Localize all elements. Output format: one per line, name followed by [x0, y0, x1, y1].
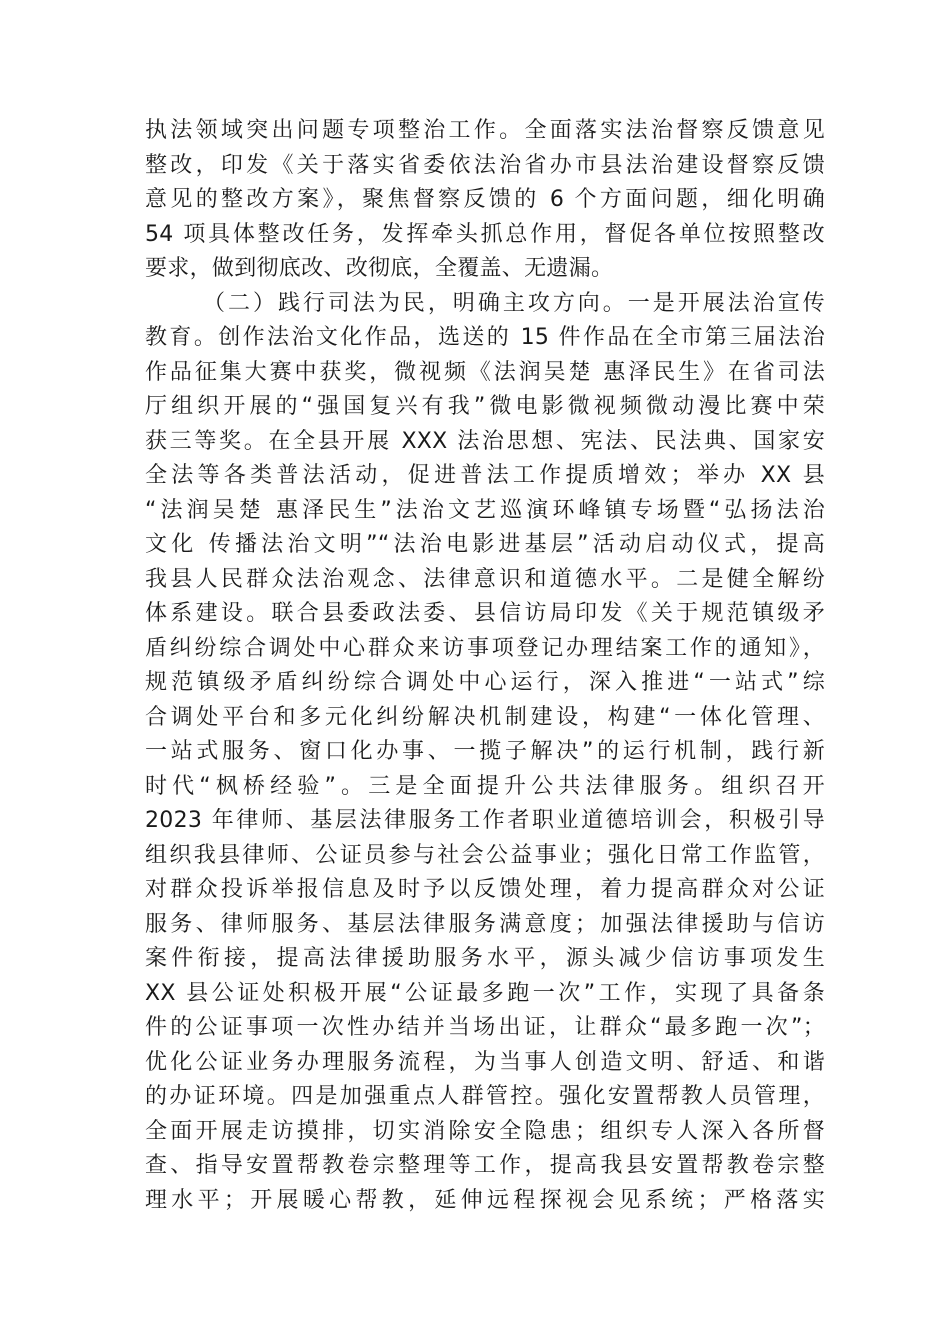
text-line: 体系建设。联合县委政法委、县信访局印发《关于规范镇级矛	[145, 601, 825, 626]
text-line: 的办证环境。四是加强重点人群管控。强化安置帮教人员管理，	[145, 1084, 825, 1109]
text-line: 盾纠纷综合调处中心群众来访事项登记办理结案工作的通知》，	[145, 635, 825, 661]
text-line: 案件衔接，提高法律援助服务水平，源头减少信访事项发生	[145, 946, 825, 971]
text-line: 服务、律师服务、基层法律服务满意度；加强法律援助与信访	[145, 911, 825, 937]
text-line: 我县人民群众法治观念、法律意识和道德水平。二是健全解纷	[145, 566, 825, 592]
text-line: 全面开展走访摸排，切实消除安全隐患；组织专人深入各所督	[145, 1118, 825, 1144]
text-line: 获三等奖。在全县开展 XXX 法治思想、宪法、民法典、国家安	[145, 428, 825, 454]
text-line: 时代“枫桥经验”。三是全面提升公共法律服务。组织召开	[145, 773, 825, 799]
text-line: 作品征集大赛中获奖，微视频《法润吴楚 惠泽民生》在省司法	[145, 359, 825, 385]
text-line: 一站式服务、窗口化办事、一揽子解决”的运行机制，践行新	[145, 739, 825, 764]
text-line: 2023 年律师、基层法律服务工作者职业道德培训会，积极引导	[145, 808, 825, 833]
text-line: 查、指导安置帮教卷宗整理等工作，提高我县安置帮教卷宗整	[145, 1153, 825, 1178]
text-line: 54 项具体整改任务，发挥牵头抓总作用，督促各单位按照整改	[145, 221, 825, 247]
text-line: 规范镇级矛盾纠纷综合调处中心运行，深入推进“一站式”综	[145, 670, 825, 695]
text-line: 全法等各类普法活动，促进普法工作提质增效；举办 XX 县	[145, 463, 825, 488]
text-line: 执法领域突出问题专项整治工作。全面落实法治督察反馈意见	[145, 118, 825, 143]
text-line: 件的公证事项一次性办结并当场出证，让群众“最多跑一次”；	[145, 1015, 825, 1040]
text-line: 文化 传播法治文明”“法治电影进基层”活动启动仪式，提高	[145, 532, 825, 557]
text-line: 教育。创作法治文化作品，选送的 15 件作品在全市第三届法治	[145, 325, 825, 350]
text-line: XX 县公证处积极开展“公证最多跑一次”工作，实现了具备条	[145, 980, 825, 1006]
text-line: 对群众投诉举报信息及时予以反馈处理，着力提高群众对公证	[145, 877, 825, 902]
body-text	[145, 114, 825, 1218]
text-line: 要求，做到彻底改、改彻底，全覆盖、无遗漏。	[145, 256, 614, 281]
text-line: 意见的整改方案》，聚焦督察反馈的 6 个方面问题，细化明确	[145, 187, 825, 212]
paragraph-start-line: （二）践行司法为民，明确主攻方向。一是开展法治宣传	[203, 290, 825, 316]
text-line: 理水平；开展暖心帮教，延伸远程探视会见系统；严格落实	[145, 1187, 825, 1213]
text-line: 合调处平台和多元化纠纷解决机制建设，构建“一体化管理、	[145, 704, 825, 730]
text-line: 组织我县律师、公证员参与社会公益事业；强化日常工作监管，	[145, 842, 825, 868]
text-line: 优化公证业务办理服务流程，为当事人创造文明、舒适、和谐	[145, 1049, 825, 1075]
text-line: “法润吴楚 惠泽民生”法治文艺巡演环峰镇专场暨“弘扬法治	[145, 497, 825, 523]
text-line: 整改，印发《关于落实省委依法治省办市县法治建设督察反馈	[145, 152, 825, 178]
text-line: 厅组织开展的“强国复兴有我”微电影微视频微动漫比赛中荣	[145, 394, 825, 419]
